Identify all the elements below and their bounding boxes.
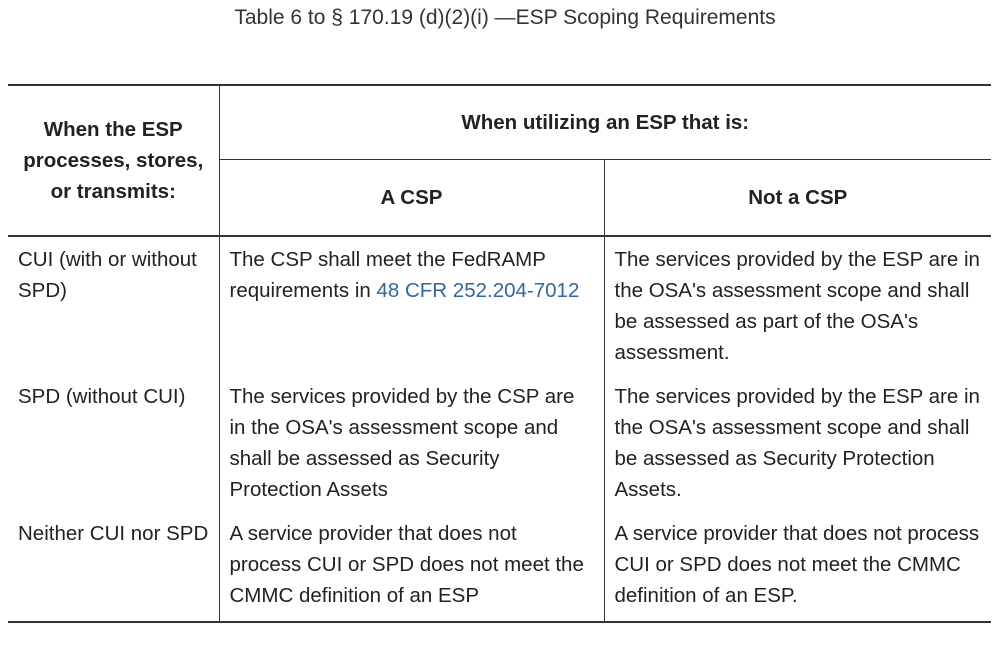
cell-spd-not-csp: The services provided by the ESP are in the OSA's assessment scope and shall be assessed as Security Protection Assets. — [614, 385, 980, 501]
table-row — [8, 236, 991, 374]
table-caption: Table 6 to § 170.19 (d)(2)(i) —ESP Scoping Requirements — [234, 6, 776, 29]
csp-column-header: A CSP — [219, 159, 604, 236]
cell-text: The CSP shall meet the FedRAMP requirements in — [229, 248, 546, 302]
table-row — [8, 511, 991, 622]
table-row — [8, 374, 991, 511]
esp-type-header: When utilizing an ESP that is: — [219, 85, 991, 159]
cell-cui-csp — [219, 236, 604, 374]
cell-neither-not-csp: A service provider that does not process CUI or SPD does not meet the CMMC definition of an ESP. — [604, 511, 991, 622]
esp-scoping-table — [8, 84, 991, 623]
header-row — [8, 85, 991, 159]
cfr-citation-link[interactable]: 48 CFR 252.204-7012 — [376, 279, 580, 302]
row-label-cui: CUI (with or without SPD) — [8, 236, 219, 374]
cell-neither-csp: A service provider that does not process CUI or SPD does not meet the CMMC definition of an ESP — [219, 511, 604, 622]
row-label-spd: SPD (without CUI) — [8, 374, 219, 511]
not-csp-column-header: Not a CSP — [604, 159, 991, 236]
corner-header: When the ESP processes, stores, or transmits: — [8, 85, 219, 236]
row-label-neither: Neither CUI nor SPD — [8, 511, 219, 622]
cell-spd-csp: The services provided by the CSP are in the OSA's assessment scope and shall be assessed as Security Protection Assets — [219, 374, 604, 511]
cell-cui-not-csp: The services provided by the ESP are in the OSA's assessment scope and shall be assessed as part of the OSA's assessment. — [614, 248, 980, 364]
